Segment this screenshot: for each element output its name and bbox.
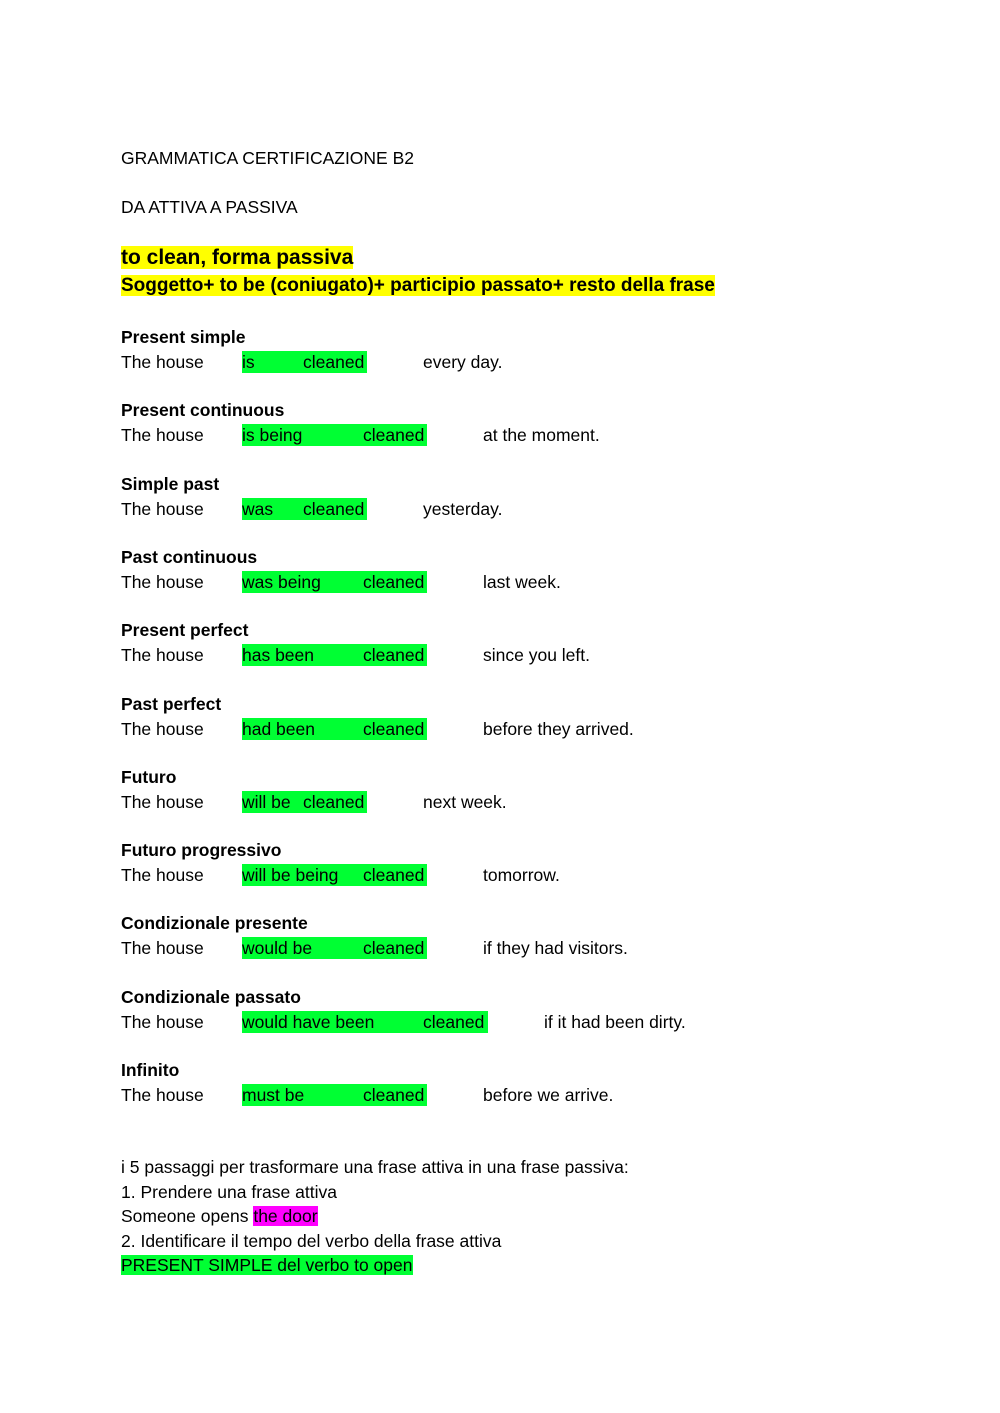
document-title: GRAMMATICA CERTIFICAZIONE B2 — [121, 148, 414, 168]
past-participle: cleaned — [423, 1012, 485, 1032]
tense-example — [121, 498, 821, 520]
tense-answer-text: PRESENT SIMPLE del verbo to open — [121, 1255, 413, 1275]
tense-name: Present perfect — [121, 620, 249, 640]
steps-intro: i 5 passaggi per trasformare una frase attiva in una frase passiva: — [121, 1157, 629, 1177]
tense-example — [121, 424, 821, 446]
example-subject: The house — [121, 792, 204, 812]
auxiliary-verb: was — [242, 499, 274, 519]
sentence-rest: next week. — [423, 792, 507, 812]
tense-example — [121, 1011, 821, 1033]
step-1: 1. Prendere una frase attiva — [121, 1182, 337, 1202]
passive-formula — [121, 274, 715, 298]
tense-name: Present simple — [121, 327, 246, 347]
section-heading — [121, 245, 353, 271]
tense-name: Futuro progressivo — [121, 840, 282, 860]
auxiliary-verb: is being — [242, 425, 303, 445]
step-2: 2. Identificare il tempo del verbo della frase attiva — [121, 1231, 502, 1251]
example-sentence — [121, 1205, 318, 1227]
auxiliary-verb: would be — [242, 938, 313, 958]
example-prefix: Someone opens — [121, 1206, 254, 1226]
example-subject: The house — [121, 499, 204, 519]
auxiliary-verb: was being — [242, 572, 321, 592]
past-participle: cleaned — [303, 499, 365, 519]
sentence-rest: before we arrive. — [483, 1085, 614, 1105]
sentence-rest: yesterday. — [423, 499, 503, 519]
sentence-rest: before they arrived. — [483, 719, 634, 739]
tense-name: Past continuous — [121, 547, 258, 567]
auxiliary-verb: has been — [242, 645, 315, 665]
past-participle: cleaned — [363, 1085, 425, 1105]
tense-name: Past perfect — [121, 694, 222, 714]
tense-example — [121, 571, 821, 593]
past-participle: cleaned — [363, 719, 425, 739]
document-subtitle: DA ATTIVA A PASSIVA — [121, 197, 298, 217]
auxiliary-verb: had been — [242, 719, 315, 739]
tense-example — [121, 791, 821, 813]
example-subject: The house — [121, 1085, 204, 1105]
tense-name: Simple past — [121, 474, 220, 494]
sentence-rest: at the moment. — [483, 425, 600, 445]
past-participle: cleaned — [303, 352, 365, 372]
auxiliary-verb: will be being — [242, 865, 339, 885]
auxiliary-verb: is — [242, 352, 255, 372]
tense-example — [121, 351, 821, 373]
past-participle: cleaned — [363, 865, 425, 885]
tense-name: Futuro — [121, 767, 177, 787]
auxiliary-verb: will be — [242, 792, 291, 812]
example-subject: The house — [121, 425, 204, 445]
example-object: the door — [253, 1206, 318, 1226]
tense-name: Infinito — [121, 1060, 180, 1080]
sentence-rest: since you left. — [483, 645, 590, 665]
tense-example — [121, 1084, 821, 1106]
sentence-rest: tomorrow. — [483, 865, 560, 885]
passive-formula-text: Soggetto+ to be (coniugato)+ participio passato+ resto della frase — [121, 275, 715, 296]
tense-example — [121, 864, 821, 886]
past-participle: cleaned — [363, 938, 425, 958]
example-subject: The house — [121, 865, 204, 885]
auxiliary-verb: must be — [242, 1085, 305, 1105]
past-participle: cleaned — [363, 572, 425, 592]
example-subject: The house — [121, 938, 204, 958]
tense-answer — [121, 1254, 413, 1276]
past-participle: cleaned — [363, 425, 425, 445]
past-participle: cleaned — [363, 645, 425, 665]
section-heading-text: to clean, forma passiva — [121, 246, 354, 269]
sentence-rest: if it had been dirty. — [544, 1012, 686, 1032]
tense-name: Condizionale passato — [121, 987, 301, 1007]
sentence-rest: last week. — [483, 572, 561, 592]
example-subject: The house — [121, 1012, 204, 1032]
tense-example — [121, 718, 821, 740]
tense-name: Condizionale presente — [121, 913, 308, 933]
example-subject: The house — [121, 352, 204, 372]
sentence-rest: if they had visitors. — [483, 938, 628, 958]
auxiliary-verb: would have been — [242, 1012, 375, 1032]
example-subject: The house — [121, 719, 204, 739]
tense-example — [121, 644, 821, 666]
tense-name: Present continuous — [121, 400, 285, 420]
tense-example — [121, 937, 821, 959]
example-subject: The house — [121, 572, 204, 592]
example-subject: The house — [121, 645, 204, 665]
past-participle: cleaned — [303, 792, 365, 812]
sentence-rest: every day. — [423, 352, 503, 372]
